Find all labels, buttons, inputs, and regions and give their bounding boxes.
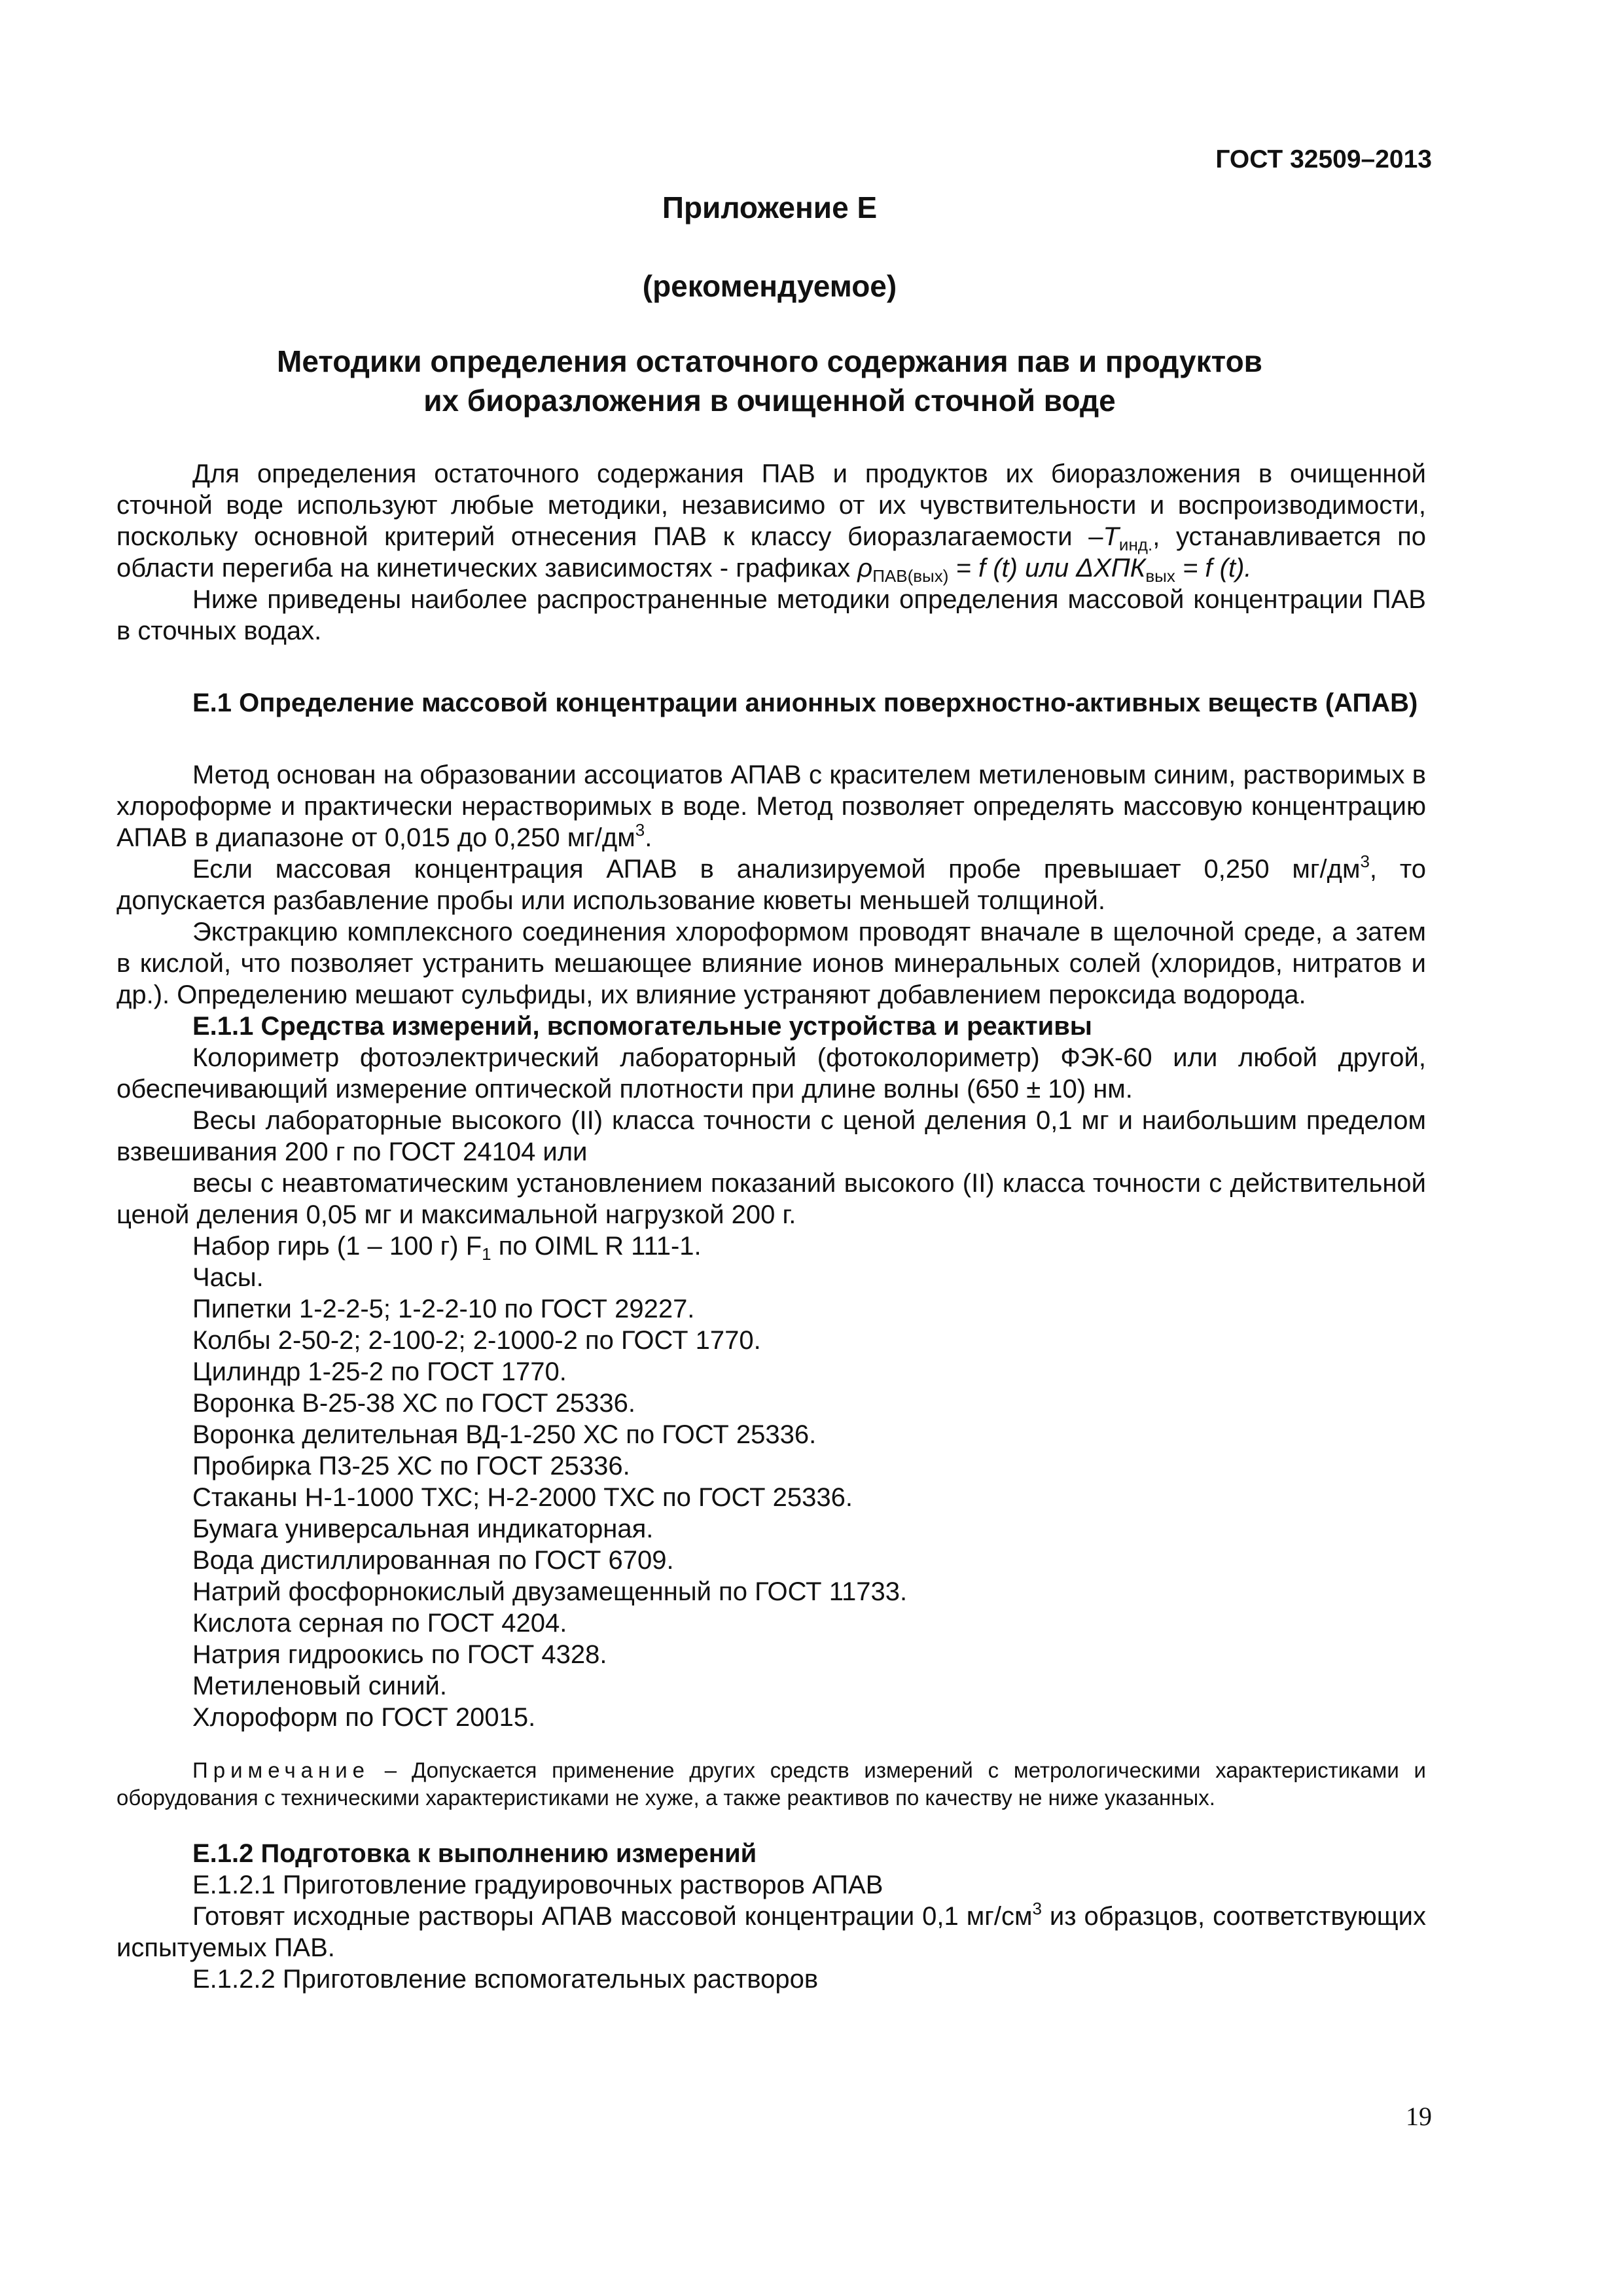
appendix-heading-line-1: Методики определения остаточного содержания пав и продуктов (277, 344, 1262, 378)
list-item: Стаканы Н-1-1000 ТХС; Н-2-2000 ТХС по ГОСТ 25336. (192, 1483, 853, 1512)
e1-paragraph-2: Если массовая концентрация АПАВ в анализируемой пробе превышает 0,250 $мг/дм^3$, то допускается разбавление пробы или использование кюветы меньшей толщиной. (116, 852, 1426, 915)
list-item: Пипетки 1-2-2-5; 1-2-2-10 по ГОСТ 29227. (192, 1295, 695, 1323)
list-item: Вода дистиллированная по ГОСТ 6709. (192, 1546, 674, 1575)
page-number: 19 (1406, 2102, 1432, 2131)
appendix-heading-line-2: их биоразложения в очищенной сточной воде (423, 384, 1116, 418)
appendix-heading (115, 342, 1424, 420)
list-item: Кислота серная по ГОСТ 4204. (192, 1609, 567, 1638)
appendix-status: (рекомендуемое) (642, 269, 897, 303)
document-body (116, 458, 1426, 1995)
e11-weights-item: Набор гирь (1 – 100 г) $F_1$ по OIML R 111-1. (192, 1232, 702, 1264)
list-item: Натрий фосфорнокислый двузамещенный по ГОСТ 11733. (192, 1577, 908, 1606)
section-e1-heading: Е.1 Определение массовой концентрации анионных поверхностно-активных веществ (АПАВ) (192, 689, 1418, 717)
section-e121-title: Е.1.2.1 Приготовление градуировочных растворов АПАВ (192, 1871, 883, 1899)
e1-paragraph-3: Экстракцию комплексного соединения хлороформом проводят вначале в щелочной среде, а затем в кислой, что позволяет устранить мешающее влияние ионов минеральных солей (хлоридов, нитратов и др.). Определению мешают сульфиды, их влияние устраняют добавлением пероксида водорода. (116, 918, 1426, 1009)
note (116, 1757, 1426, 1812)
list-item: Бумага универсальная индикаторная. (192, 1515, 654, 1543)
list-item: Воронка В-25-38 ХС по ГОСТ 25336. (192, 1389, 636, 1418)
e11-paragraph-3: весы с неавтоматическим установлением показаний высокого (II) класса точности с действительной ценой деления 0,05 мг и максимальной нагрузкой 200 г. (116, 1169, 1426, 1229)
list-item: Пробирка П3-25 ХС по ГОСТ 25336. (192, 1452, 630, 1480)
intro-paragraph-2: Ниже приведены наиболее распространенные методики определения массовой концентрации ПАВ в сточных водах. (116, 585, 1426, 645)
e11-paragraph-1: Колориметр фотоэлектрический лабораторный (фотоколориметр) ФЭК-60 или любой другой, обеспечивающий измерение оптической плотности при длине волны (650 ± 10) нм. (116, 1043, 1426, 1103)
list-item: Метиленовый синий. (192, 1672, 447, 1700)
list-item: Колбы 2-50-2; 2-100-2; 2-1000-2 по ГОСТ 1770. (192, 1326, 761, 1355)
section-e12-heading: Е.1.2 Подготовка к выполнению измерений (192, 1839, 757, 1868)
list-item: Цилиндр 1-25-2 по ГОСТ 1770. (192, 1357, 567, 1386)
list-item: Воронка делительная ВД-1-250 ХС по ГОСТ 25336. (192, 1420, 817, 1449)
note-label: Примечание (192, 1758, 370, 1782)
intro-paragraph-1: Для определения остаточного содержания ПАВ и продуктов их биоразложения в очищенной сточной воде используют любые методики, независимо от их чувствительности и воспроизводимости, поскольку основной критерий отнесения ПАВ к классу биоразлагаемости $-Т_{инд.}$, устанавливается по области перегиба на кинетических зависимостях - графиках $\rho_{ПАВ(вых)} = f$ (t) или $\Delta ХПК_{вых} = f$ (t). (116, 459, 1427, 586)
section-e122-title: Е.1.2.2 Приготовление вспомогательных растворов (192, 1965, 819, 1994)
e1-paragraph-1: Метод основан на образовании ассоциатов АПАВ с красителем метиленовым синим, растворимых в хлороформе и практически нерастворимых в воде. Метод позволяет определять массовую концентрацию АПАВ в диапазоне от 0,015 до 0,250 $мг/дм^3$. (116, 761, 1426, 852)
equipment-list (116, 1262, 1426, 1733)
list-item: Хлороформ по ГОСТ 20015. (192, 1703, 536, 1732)
e121-paragraph: Готовят исходные растворы АПАВ массовой концентрации 0,1 $мг/см^3$ из образцов, соответствующих испытуемых ПАВ. (116, 1899, 1426, 1962)
list-item: Натрия гидроокись по ГОСТ 4328. (192, 1640, 607, 1669)
note-text: – Допускается применение других средств измерений с метрологическими характеристиками и оборудования с техническими характеристиками не хуже, а также реактивов по качеству не ниже указанных. (116, 1758, 1426, 1810)
e11-paragraph-2: Весы лабораторные высокого (II) класса точности с ценой деления 0,1 мг и наибольшим пределом взвешивания 200 г по ГОСТ 24104 или (116, 1106, 1426, 1166)
appendix-title: Приложение Е (662, 190, 878, 224)
section-e11-heading: Е.1.1 Средства измерений, вспомогательные устройства и реактивы (192, 1012, 1092, 1041)
standard-number: ГОСТ 32509–2013 (1215, 145, 1432, 173)
list-item: Часы. (192, 1263, 264, 1292)
